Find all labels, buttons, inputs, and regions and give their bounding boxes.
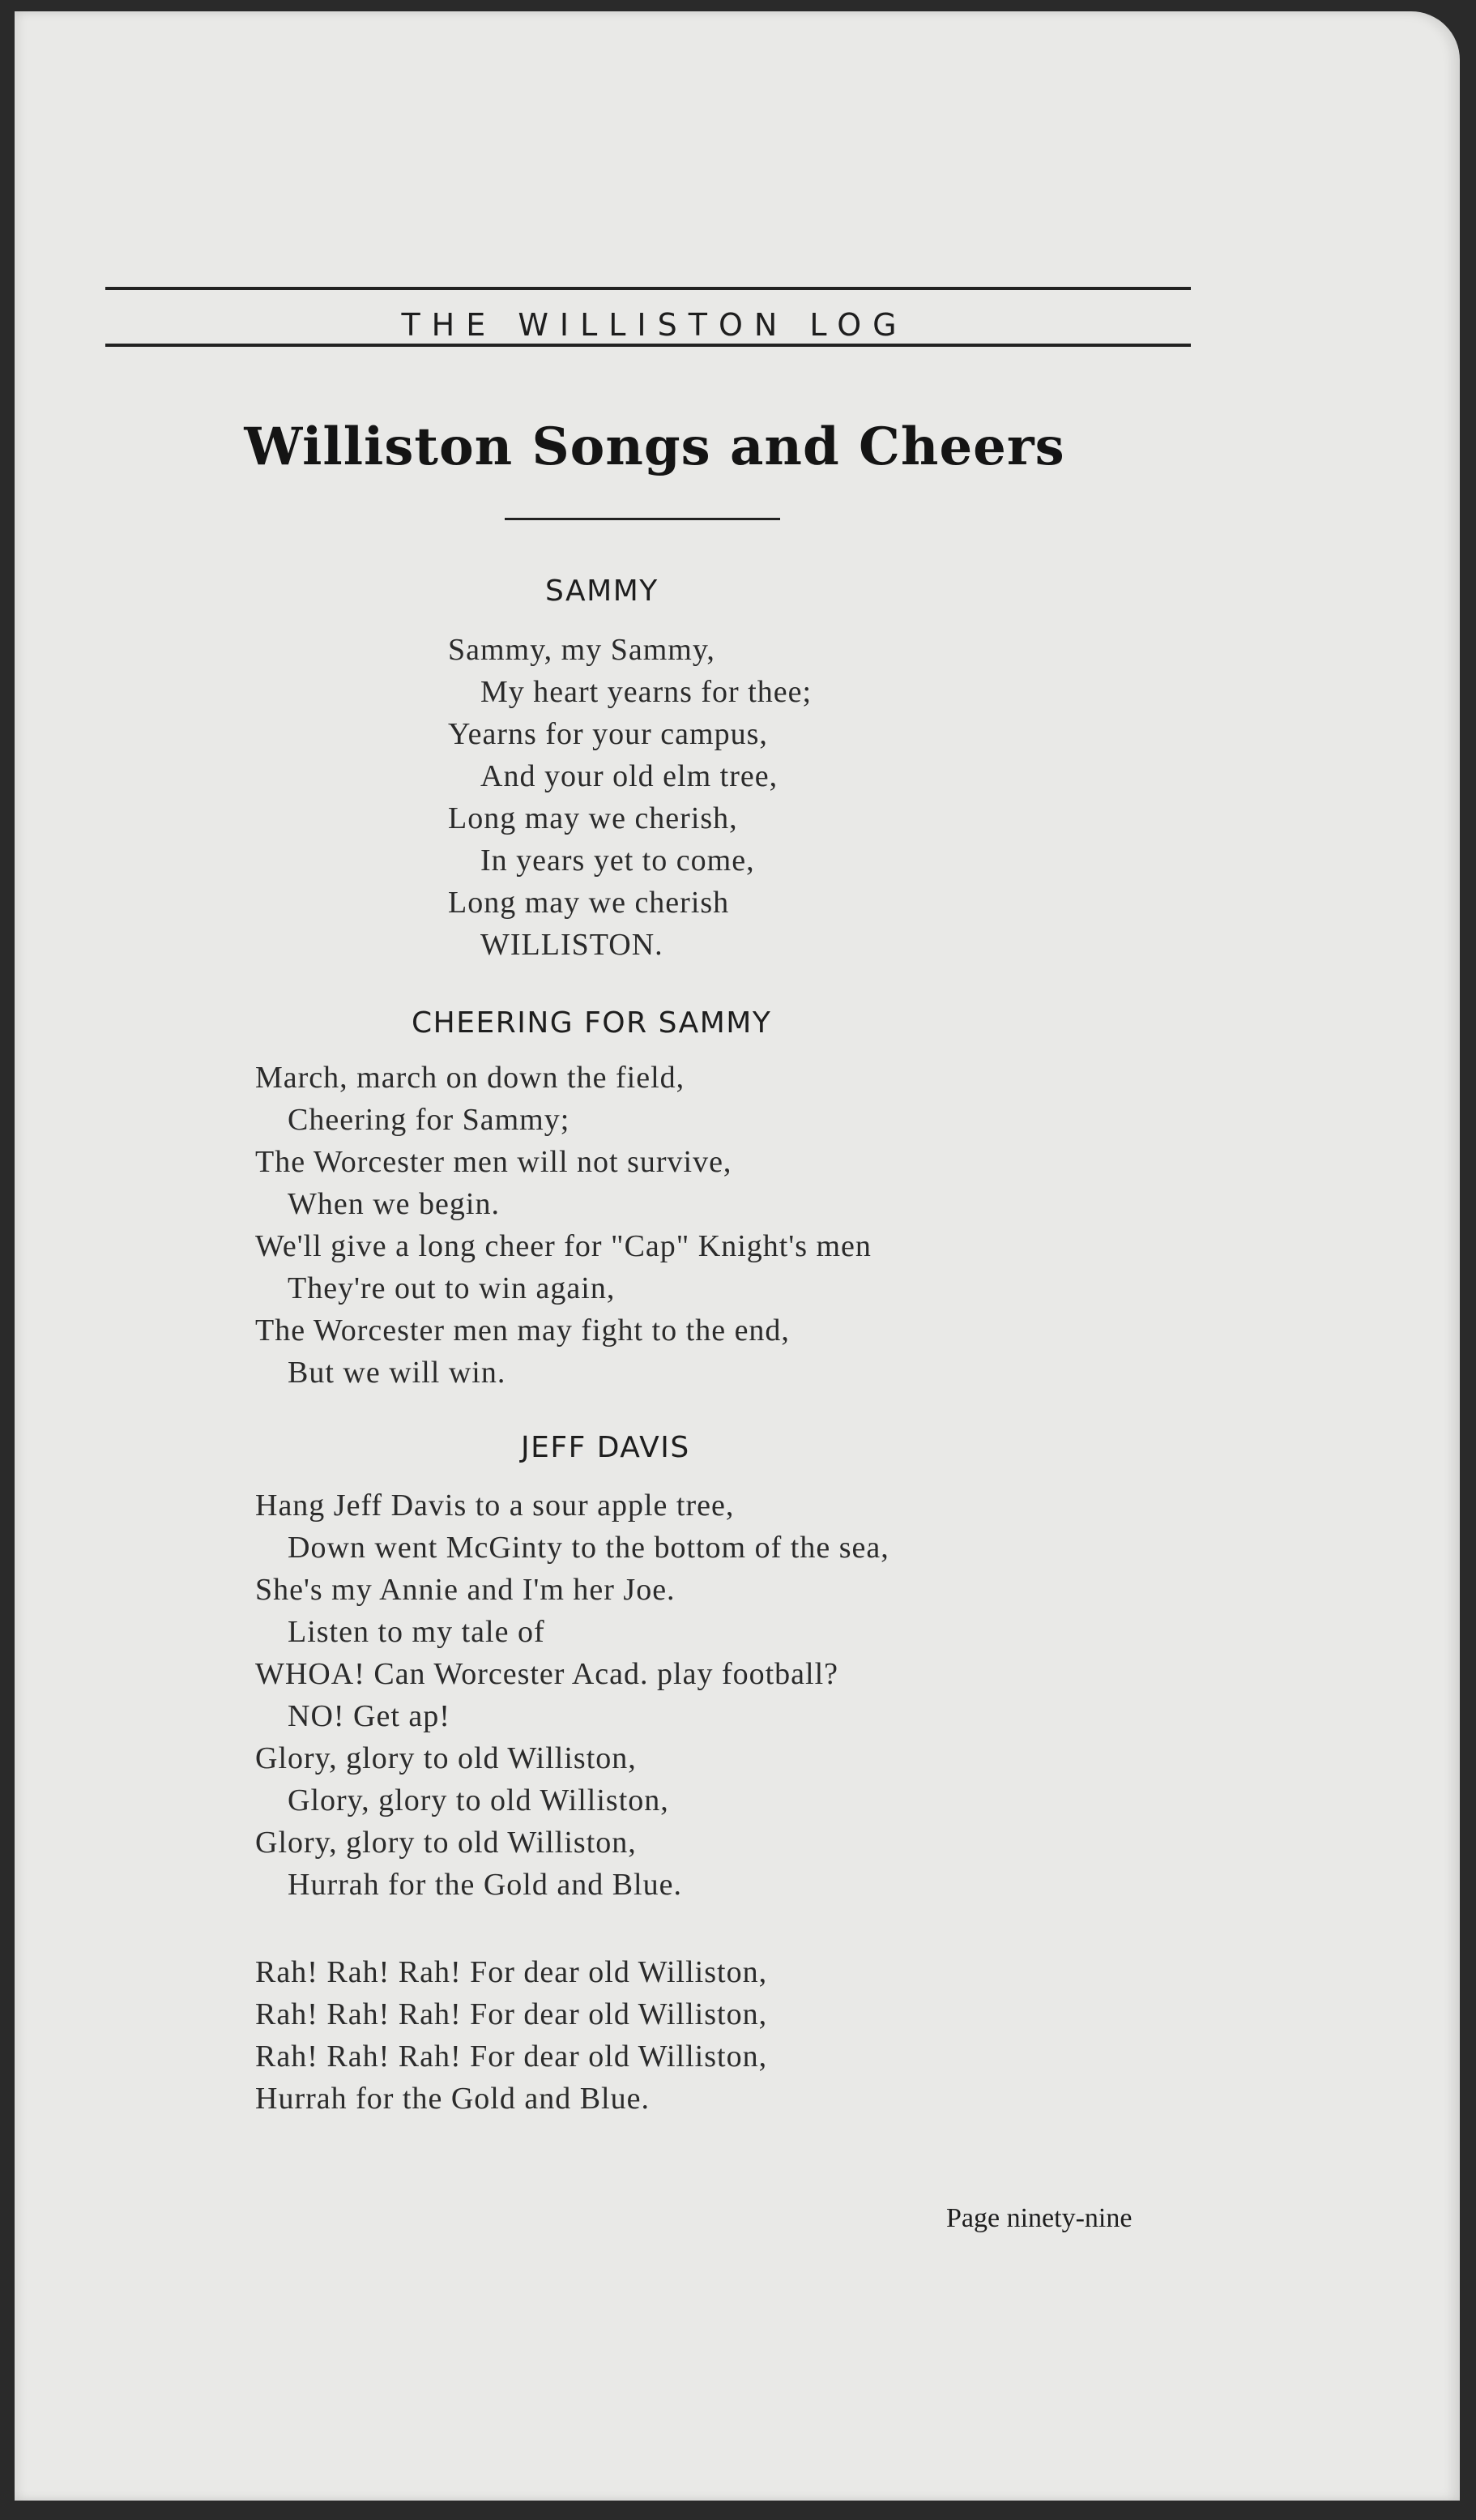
verse-line: Cheering for Sammy;: [288, 1103, 570, 1137]
header-top-rule: [105, 287, 1191, 290]
verse-line: Hurrah for the Gold and Blue.: [288, 1868, 682, 1902]
verse-rah-cheer: [255, 1951, 767, 2120]
verse-line: Glory, glory to old Williston,: [255, 1741, 637, 1775]
verse-line: WILLISTON.: [480, 928, 663, 962]
section-heading-jeff-davis: JEFF DAVIS: [521, 1431, 690, 1464]
verse-line: March, march on down the field,: [255, 1061, 685, 1095]
verse-line: We'll give a long cheer for "Cap" Knight's men: [255, 1229, 872, 1263]
running-header: THE WILLISTON LOG: [401, 307, 908, 343]
verse-line: And your old elm tree,: [480, 759, 779, 793]
verse-line: Glory, glory to old Williston,: [288, 1783, 669, 1817]
verse-line: Long may we cherish: [448, 886, 730, 920]
verse-line: My heart yearns for thee;: [480, 675, 813, 709]
verse-line: Yearns for your campus,: [448, 717, 768, 751]
section-heading-cheering-for-sammy: CHEERING FOR SAMMY: [412, 1006, 772, 1040]
page-number: Page ninety-nine: [946, 2203, 1133, 2233]
verse-line: Down went McGinty to the bottom of the sea,: [288, 1531, 889, 1565]
section-heading-sammy: SAMMY: [545, 574, 659, 608]
verse-line: Rah! Rah! Rah! For dear old Williston,: [255, 1997, 768, 2031]
verse-line: Glory, glory to old Williston,: [255, 1826, 637, 1860]
verse-line: But we will win.: [288, 1356, 506, 1390]
verse-line: Hurrah for the Gold and Blue.: [255, 2082, 650, 2116]
verse-cheering-for-sammy: [255, 1057, 872, 1394]
page-title: Williston Songs and Cheers: [244, 416, 1065, 477]
verse-line: She's my Annie and I'm her Joe.: [255, 1573, 676, 1607]
verse-line: The Worcester men may fight to the end,: [255, 1313, 790, 1348]
verse-line: In years yet to come,: [480, 844, 755, 878]
verse-line: Listen to my tale of: [288, 1615, 545, 1649]
verse-line: The Worcester men will not survive,: [255, 1145, 732, 1179]
book-page: [15, 11, 1460, 2501]
verse-sammy: [448, 629, 812, 966]
title-divider: [505, 518, 780, 520]
verse-line: When we begin.: [288, 1187, 500, 1221]
header-bottom-rule: [105, 344, 1191, 347]
verse-line: Hang Jeff Davis to a sour apple tree,: [255, 1489, 735, 1523]
verse-line: Rah! Rah! Rah! For dear old Williston,: [255, 1955, 768, 1989]
verse-jeff-davis: [255, 1484, 889, 1906]
verse-line: Sammy, my Sammy,: [448, 633, 715, 667]
verse-line: NO! Get ap!: [288, 1699, 450, 1733]
verse-line: Long may we cherish,: [448, 801, 738, 835]
verse-line: They're out to win again,: [288, 1271, 616, 1305]
verse-line: WHOA! Can Worcester Acad. play football?: [255, 1657, 839, 1691]
verse-line: Rah! Rah! Rah! For dear old Williston,: [255, 2039, 768, 2074]
